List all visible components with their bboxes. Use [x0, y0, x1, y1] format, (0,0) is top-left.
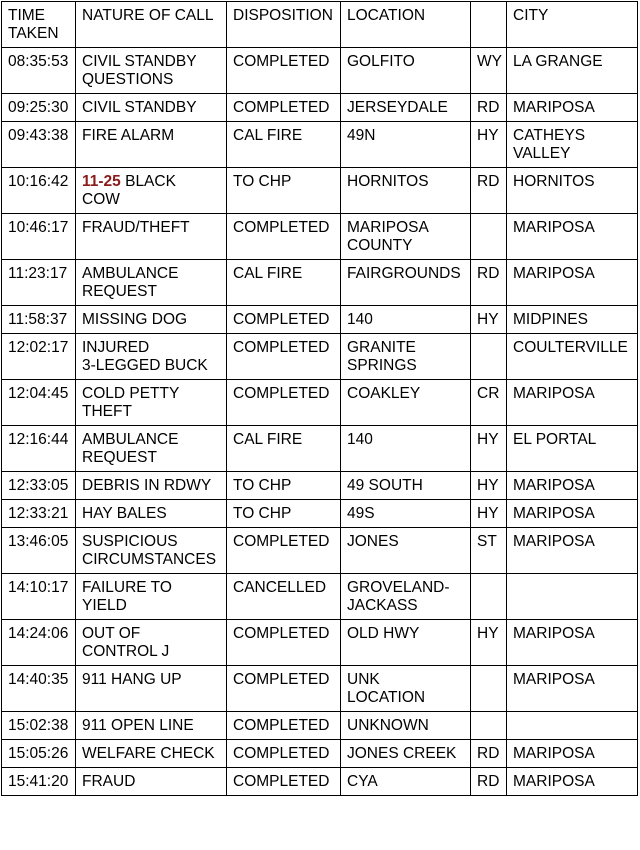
time-cell: 14:24:06 [2, 620, 76, 666]
disposition-cell: COMPLETED [227, 620, 341, 666]
city-cell: MARIPOSA [507, 666, 638, 712]
table-row [2, 168, 638, 214]
city-cell: MARIPOSA [507, 260, 638, 306]
header-suffix [471, 2, 507, 48]
suffix-cell: RD [471, 768, 507, 796]
time-cell: 15:02:38 [2, 712, 76, 740]
table-row [2, 666, 638, 712]
table-row [2, 740, 638, 768]
suffix-cell: HY [471, 122, 507, 168]
nature-cell [76, 620, 227, 666]
disposition-cell: COMPLETED [227, 740, 341, 768]
table-row [2, 380, 638, 426]
location-cell: MARIPOSA COUNTY [341, 214, 471, 260]
location-cell: 49N [341, 122, 471, 168]
time-cell: 14:40:35 [2, 666, 76, 712]
call-log-table [1, 1, 638, 796]
city-cell: MARIPOSA [507, 94, 638, 122]
location-cell: OLD HWY [341, 620, 471, 666]
table-row [2, 620, 638, 666]
disposition-cell: CANCELLED [227, 574, 341, 620]
nature-text: 911 HANG UP [82, 671, 182, 688]
table-row [2, 334, 638, 380]
table-row [2, 500, 638, 528]
time-cell: 11:23:17 [2, 260, 76, 306]
location-cell: JERSEYDALE [341, 94, 471, 122]
location-cell: CYA [341, 768, 471, 796]
nature-text: WELFARE CHECK [82, 745, 215, 762]
nature-cell [76, 380, 227, 426]
nature-cell [76, 768, 227, 796]
nature-cell [76, 168, 227, 214]
nature-cell [76, 528, 227, 574]
disposition-cell: CAL FIRE [227, 122, 341, 168]
suffix-cell: RD [471, 260, 507, 306]
suffix-cell: RD [471, 168, 507, 214]
header-nature-of-call: NATURE OF CALL [76, 2, 227, 48]
time-cell: 15:05:26 [2, 740, 76, 768]
nature-text: CIVIL STANDBY QUESTIONS [82, 53, 197, 88]
suffix-cell: ST [471, 528, 507, 574]
disposition-cell: COMPLETED [227, 528, 341, 574]
nature-cell [76, 260, 227, 306]
city-cell: MARIPOSA [507, 620, 638, 666]
disposition-cell: COMPLETED [227, 768, 341, 796]
location-cell: UNKNOWN [341, 712, 471, 740]
nature-cell [76, 48, 227, 94]
suffix-cell: CR [471, 380, 507, 426]
nature-text: FIRE ALARM [82, 127, 175, 144]
nature-cell [76, 306, 227, 334]
nature-text: COLD PETTY THEFT [82, 385, 180, 420]
table-row [2, 260, 638, 306]
header-row [2, 2, 638, 48]
time-cell: 09:25:30 [2, 94, 76, 122]
city-cell: MIDPINES [507, 306, 638, 334]
city-cell: CATHEYS VALLEY [507, 122, 638, 168]
nature-text: MISSING DOG [82, 311, 188, 328]
suffix-cell: WY [471, 48, 507, 94]
location-cell: 140 [341, 426, 471, 472]
suffix-cell: HY [471, 500, 507, 528]
nature-text: AMBULANCE REQUEST [82, 431, 179, 466]
time-cell: 15:41:20 [2, 768, 76, 796]
city-cell: MARIPOSA [507, 472, 638, 500]
disposition-cell: COMPLETED [227, 48, 341, 94]
location-cell: GRANITE SPRINGS [341, 334, 471, 380]
nature-cell [76, 666, 227, 712]
city-cell: MARIPOSA [507, 768, 638, 796]
time-cell: 13:46:05 [2, 528, 76, 574]
suffix-cell [471, 666, 507, 712]
city-cell: LA GRANGE [507, 48, 638, 94]
nature-cell [76, 472, 227, 500]
time-cell: 12:33:21 [2, 500, 76, 528]
city-cell [507, 712, 638, 740]
suffix-cell [471, 574, 507, 620]
time-cell: 12:33:05 [2, 472, 76, 500]
table-row [2, 94, 638, 122]
suffix-cell [471, 334, 507, 380]
time-cell: 08:35:53 [2, 48, 76, 94]
location-cell: HORNITOS [341, 168, 471, 214]
disposition-cell: COMPLETED [227, 334, 341, 380]
disposition-cell: CAL FIRE [227, 426, 341, 472]
nature-text: 911 OPEN LINE [82, 717, 194, 734]
city-cell: MARIPOSA [507, 740, 638, 768]
location-cell: COAKLEY [341, 380, 471, 426]
table-row [2, 712, 638, 740]
disposition-cell: COMPLETED [227, 712, 341, 740]
nature-text: INJURED 3-LEGGED BUCK [82, 339, 208, 374]
header-location: LOCATION [341, 2, 471, 48]
disposition-cell: CAL FIRE [227, 260, 341, 306]
suffix-cell: RD [471, 740, 507, 768]
nature-cell [76, 712, 227, 740]
nature-cell [76, 334, 227, 380]
location-cell: FAIRGROUNDS [341, 260, 471, 306]
location-cell: 140 [341, 306, 471, 334]
location-cell: GROVELAND- JACKASS [341, 574, 471, 620]
nature-text: FAILURE TO YIELD [82, 579, 172, 614]
nature-cell [76, 574, 227, 620]
table-row [2, 306, 638, 334]
nature-text: FRAUD [82, 773, 136, 790]
location-cell: JONES [341, 528, 471, 574]
city-cell: COULTERVILLE [507, 334, 638, 380]
nature-cell [76, 122, 227, 168]
disposition-cell: TO CHP [227, 472, 341, 500]
nature-text: OUT OF CONTROL J [82, 625, 170, 660]
nature-text: FRAUD/THEFT [82, 219, 190, 236]
nature-text: SUSPICIOUS CIRCUMSTANCES [82, 533, 217, 568]
city-cell: EL PORTAL [507, 426, 638, 472]
city-cell: MARIPOSA [507, 528, 638, 574]
nature-cell [76, 740, 227, 768]
table-row [2, 426, 638, 472]
header-time-taken: TIME TAKEN [2, 2, 76, 48]
suffix-cell [471, 214, 507, 260]
location-cell: 49 SOUTH [341, 472, 471, 500]
location-cell: 49S [341, 500, 471, 528]
time-cell: 12:04:45 [2, 380, 76, 426]
disposition-cell: COMPLETED [227, 666, 341, 712]
table-row [2, 768, 638, 796]
city-cell: MARIPOSA [507, 500, 638, 528]
city-cell: MARIPOSA [507, 380, 638, 426]
table-row [2, 528, 638, 574]
time-cell: 10:16:42 [2, 168, 76, 214]
nature-text: AMBULANCE REQUEST [82, 265, 179, 300]
suffix-cell [471, 712, 507, 740]
table-row [2, 214, 638, 260]
time-cell: 10:46:17 [2, 214, 76, 260]
nature-cell [76, 500, 227, 528]
city-cell: MARIPOSA [507, 214, 638, 260]
time-cell: 12:16:44 [2, 426, 76, 472]
time-cell: 12:02:17 [2, 334, 76, 380]
time-cell: 11:58:37 [2, 306, 76, 334]
location-cell: JONES CREEK [341, 740, 471, 768]
suffix-cell: HY [471, 306, 507, 334]
nature-cell [76, 94, 227, 122]
nature-text: DEBRIS IN RDWY [82, 477, 212, 494]
table-row [2, 574, 638, 620]
location-cell: UNK LOCATION [341, 666, 471, 712]
header-disposition: DISPOSITION [227, 2, 341, 48]
suffix-cell: HY [471, 620, 507, 666]
suffix-cell: RD [471, 94, 507, 122]
location-cell: GOLFITO [341, 48, 471, 94]
nature-text: BLACK COW [82, 173, 176, 208]
table-row [2, 48, 638, 94]
disposition-cell: TO CHP [227, 500, 341, 528]
city-cell [507, 574, 638, 620]
disposition-cell: TO CHP [227, 168, 341, 214]
table-row [2, 122, 638, 168]
table-row [2, 472, 638, 500]
disposition-cell: COMPLETED [227, 306, 341, 334]
nature-text: HAY BALES [82, 505, 167, 522]
time-cell: 14:10:17 [2, 574, 76, 620]
nature-text: CIVIL STANDBY [82, 99, 197, 116]
time-cell: 09:43:38 [2, 122, 76, 168]
header-city: CITY [507, 2, 638, 48]
suffix-cell: HY [471, 472, 507, 500]
disposition-cell: COMPLETED [227, 214, 341, 260]
disposition-cell: COMPLETED [227, 94, 341, 122]
disposition-cell: COMPLETED [227, 380, 341, 426]
incident-code: 11-25 [82, 173, 121, 190]
city-cell: HORNITOS [507, 168, 638, 214]
nature-cell [76, 426, 227, 472]
suffix-cell: HY [471, 426, 507, 472]
nature-cell [76, 214, 227, 260]
